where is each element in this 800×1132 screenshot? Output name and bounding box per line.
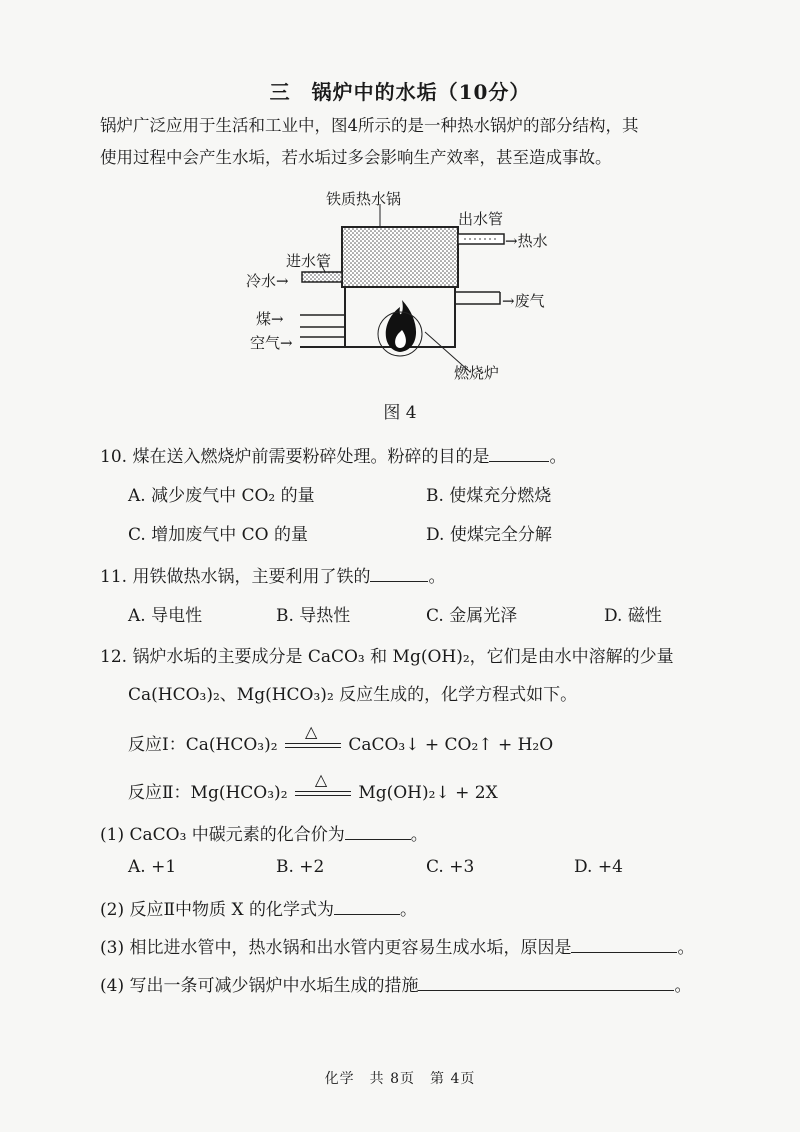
q12-sub2-blank[interactable] bbox=[334, 896, 400, 915]
q12-stem-line-1: 12. 锅炉水垢的主要成分是 CaCO₃ 和 Mg(OH)₂，它们是由水中溶解的少量 bbox=[100, 647, 674, 667]
q12-sub1-option-d: D. +4 bbox=[574, 857, 623, 877]
section-title: 三 锅炉中的水垢（10分） bbox=[269, 80, 531, 104]
label-cold-water: 冷水→ bbox=[246, 272, 289, 290]
q12-sub1-blank[interactable] bbox=[345, 821, 411, 840]
iron-pot bbox=[342, 227, 458, 287]
q12-sub1-option-a: A. +1 bbox=[128, 857, 177, 877]
label-hot-water: →热水 bbox=[505, 232, 548, 250]
q12-sub1-option-c: C. +3 bbox=[426, 857, 475, 877]
q12-sub1-stem: (1) CaCO₃ 中碳元素的化合价为 。 bbox=[100, 820, 428, 845]
q10-option-d: D. 使煤完全分解 bbox=[426, 525, 552, 545]
q10-stem: 10. 煤在送入燃烧炉前需要粉碎处理。粉碎的目的是 。 bbox=[100, 442, 566, 467]
q12-sub3-blank[interactable] bbox=[571, 934, 677, 953]
label-inlet-pipe: 进水管 bbox=[286, 252, 332, 270]
label-coal: 煤→ bbox=[256, 310, 284, 328]
q10-answer-blank[interactable] bbox=[489, 443, 549, 462]
q12-sub4-stem: (4) 写出一条可减少锅炉中水垢生成的措施 。 bbox=[100, 971, 691, 996]
label-exhaust: →废气 bbox=[502, 292, 545, 310]
q12-stem-line-2: Ca(HCO₃)₂、Mg(HCO₃)₂ 反应生成的，化学方程式如下。 bbox=[128, 685, 578, 705]
intro-line-1: 锅炉广泛应用于生活和工业中，图4所示的是一种热水锅炉的部分结构，其 bbox=[100, 116, 639, 135]
q11-option-b: B. 导热性 bbox=[276, 606, 351, 626]
reaction-1: 反应Ⅰ：Ca(HCO₃)₂ △ CaCO₃↓ + CO₂↑ + H₂O bbox=[128, 721, 554, 755]
q11-stem: 11. 用铁做热水锅，主要利用了铁的 。 bbox=[100, 562, 445, 587]
intro-line-2: 使用过程中会产生水垢，若水垢过多会影响生产效率，甚至造成事故。 bbox=[100, 148, 612, 167]
exhaust-pipe bbox=[455, 292, 500, 304]
reaction-2-condition: △ bbox=[293, 784, 353, 804]
q11-option-c: C. 金属光泽 bbox=[426, 606, 518, 626]
q11-answer-blank[interactable] bbox=[370, 563, 428, 582]
page-footer: 化学 共 8页 第 4页 bbox=[324, 1071, 476, 1087]
q10-option-c: C. 增加废气中 CO 的量 bbox=[128, 525, 308, 545]
inlet-pipe bbox=[302, 272, 342, 282]
q12-sub3-stem: (3) 相比进水管中，热水锅和出水管内更容易生成水垢，原因是 。 bbox=[100, 933, 694, 958]
q12-sub4-blank[interactable] bbox=[418, 972, 674, 991]
q10-option-b: B. 使煤充分燃烧 bbox=[426, 486, 552, 506]
label-air: 空气→ bbox=[250, 334, 293, 352]
q11-option-a: A. 导电性 bbox=[128, 606, 203, 626]
coal-port bbox=[300, 315, 345, 327]
label-furnace: 燃烧炉 bbox=[454, 364, 500, 382]
q11-option-d: D. 磁性 bbox=[604, 606, 662, 626]
q10-option-a: A. 减少废气中 CO₂ 的量 bbox=[128, 486, 315, 506]
q12-sub2-stem: (2) 反应Ⅱ中物质 X 的化学式为 。 bbox=[100, 895, 417, 920]
reaction-2: 反应Ⅱ：Mg(HCO₃)₂ △ Mg(OH)₂↓ + 2X bbox=[128, 769, 498, 803]
label-outlet-pipe: 出水管 bbox=[458, 210, 504, 228]
figure-caption: 图 4 bbox=[383, 403, 417, 423]
reaction-1-condition: △ bbox=[283, 736, 343, 756]
q12-sub1-option-b: B. +2 bbox=[276, 857, 325, 877]
label-iron-pot: 铁质热水锅 bbox=[326, 190, 402, 208]
